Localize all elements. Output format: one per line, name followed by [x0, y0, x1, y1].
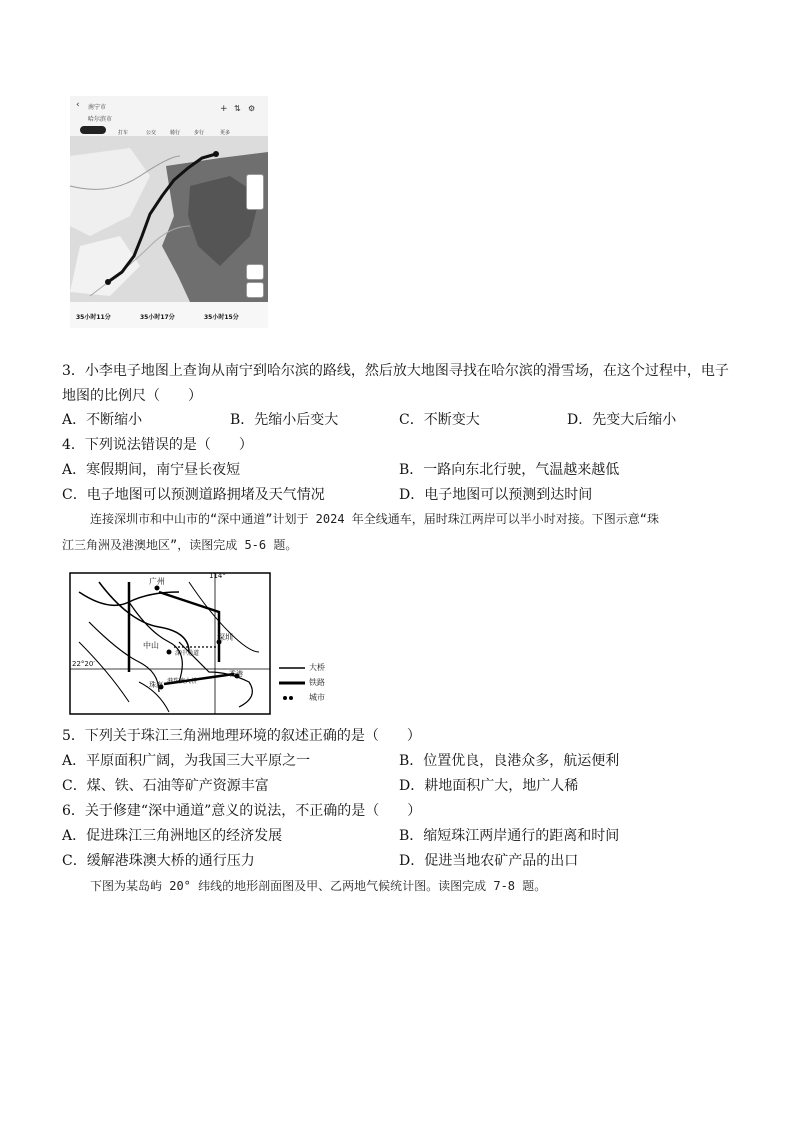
label-latitude: 22°20′ — [72, 660, 95, 668]
legend-railway: 铁路 — [309, 678, 325, 687]
label-bridge: 港珠澳大桥 — [167, 678, 198, 685]
legend-bridge: 大桥 — [309, 663, 325, 672]
q3-option-d: D．先变大后缩小 — [567, 412, 677, 428]
settings-icon[interactable]: ⚙ — [248, 104, 256, 113]
tab-bike[interactable]: 骑行 — [170, 130, 181, 136]
q4-stem: 4．下列说法错误的是（ ） — [62, 437, 253, 453]
q4-option-b: B．一路向东北行驶，气温越来越低 — [399, 462, 620, 478]
map-legend — [277, 662, 347, 710]
tab-taxi[interactable]: 打车 — [118, 130, 129, 136]
q3-stem-line1: 3．小李电子地图上查询从南宁到哈尔滨的路线，然后放大地图寻找在哈尔滨的滑雪场，在这个过程中，电子 — [62, 363, 729, 379]
q5-option-c: C．煤、铁、石油等矿产资源丰富 — [62, 778, 269, 794]
label-shenzhong-tunnel: 深中通道 — [175, 650, 200, 657]
map-zoom-controls[interactable] — [246, 174, 264, 210]
intro-56-line1: 连接深圳市和中山市的“深中通道”计划于 2024 年全线通车，届时珠江两岸可以半小时对接。下图示意“珠 — [90, 512, 660, 526]
q6-option-d: D．促进当地农矿产品的出口 — [399, 853, 579, 869]
intro-56-line2: 江三角洲及港澳地区”，读图完成 5-6 题。 — [62, 538, 298, 552]
tab-bus[interactable]: 公交 — [146, 130, 157, 136]
q6-stem: 6．关于修建“深中通道”意义的说法，不正确的是（ ） — [62, 803, 422, 819]
tab-walk[interactable]: 步行 — [194, 130, 205, 136]
route-time-2[interactable]: 35小时17分 — [140, 314, 175, 321]
legend-city: 城市 — [309, 693, 325, 702]
tab-drive-active[interactable] — [80, 126, 106, 134]
destination-field[interactable]: 哈尔滨市 — [88, 116, 113, 123]
q3-option-b: B．先缩小后变大 — [230, 412, 339, 428]
route-time-3[interactable]: 35小时15分 — [204, 314, 239, 321]
label-hongkong: 香港 — [229, 670, 243, 678]
legend-symbols — [277, 662, 307, 710]
q5-option-d: D．耕地面积广大，地广人稀 — [399, 778, 579, 794]
q5-option-a: A．平原面积广阔，为我国三大平原之一 — [62, 753, 311, 769]
back-arrow-icon[interactable]: ‹ — [76, 100, 80, 110]
q6-option-a: A．促进珠江三角洲地区的经济发展 — [62, 828, 283, 844]
q5-stem: 5．下列关于珠江三角洲地理环境的叙述正确的是（ ） — [62, 728, 421, 744]
add-waypoint-icon[interactable]: + — [220, 104, 228, 114]
pearl-river-delta-map — [69, 572, 325, 715]
label-zhongshan: 中山 — [143, 641, 159, 650]
q4-option-a: A．寒假期间，南宁昼长夜短 — [62, 462, 241, 478]
label-longitude: 114° — [209, 572, 226, 580]
q4-option-c: C．电子地图可以预测道路拥堵及天气情况 — [62, 487, 325, 503]
q3-option-a: A．不断缩小 — [62, 412, 143, 428]
q6-option-c: C．缓解港珠澳大桥的通行压力 — [62, 853, 255, 869]
origin-field[interactable]: 南宁市 — [88, 104, 107, 111]
label-zhuhai: 珠海 — [149, 681, 163, 689]
q6-option-b: B．缩短珠江两岸通行的距离和时间 — [399, 828, 620, 844]
locate-icon[interactable] — [246, 282, 264, 298]
route-options — [70, 302, 268, 328]
navigation-map-screenshot — [70, 96, 268, 328]
swap-icon[interactable]: ⇅ — [234, 104, 241, 113]
q3-option-c: C．不断变大 — [399, 412, 480, 428]
q5-option-b: B．位置优良，良港众多，航运便利 — [399, 753, 620, 769]
label-guangzhou: 广州 — [149, 577, 165, 586]
intro-78-line1: 下图为某岛屿 20° 纬线的地形剖面图及甲、乙两地气候统计图。读图完成 7-8 题。 — [90, 879, 547, 893]
q3-stem-line2: 地图的比例尺（ ） — [62, 388, 202, 404]
refresh-icon[interactable] — [246, 264, 264, 280]
delta-map-drawing — [69, 572, 271, 715]
q4-option-d: D．电子地图可以预测到达时间 — [399, 487, 593, 503]
route-time-1[interactable]: 35小时11分 — [76, 314, 111, 321]
tab-more[interactable]: 更多 — [220, 130, 231, 136]
label-shenzhen: 深圳 — [217, 633, 233, 642]
